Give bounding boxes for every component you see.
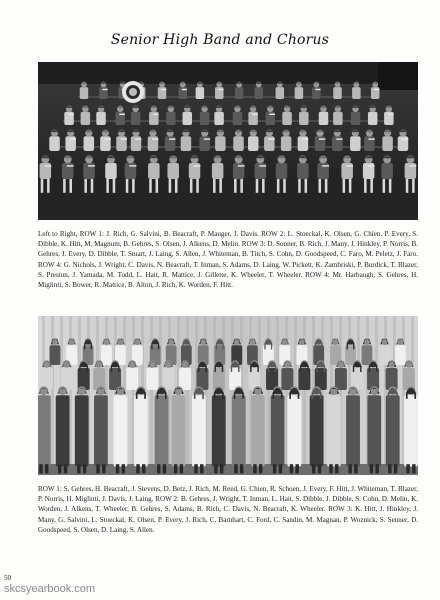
page-title: Senior High Band and Chorus — [110, 32, 330, 48]
band-photo-image — [38, 62, 418, 220]
page-number: 50 — [4, 574, 11, 582]
band-photo — [38, 62, 418, 220]
chorus-caption: ROW 1: S. Gehres, H. Beacraft, J. Stevens, D. Betz, J. Rich, M. Reed, G. Chien, R. Schoen, J. Every, F. Hitt, J. Whiteman, T. Blazer, P. Norris, H. Miglinti, J. Davis, J. Laing. ROW 2: B. Gehres, J. Wright, T. Inman, L. Hait, S. Dibble, J. Dibble, S. Cohn, D. Melin, K. Worden, J. Alkens, T. Wheeler, B. Gehres, S. Adams, B. Rich, C. Davis, N. Beacraft, K. Wheeler. ROW 3: K. Hitt, J. Hinkley, J. Many, G. Salvini, L. Stoeckal, K. Olsen, P. Every, J. Rich, C. Barnhart, C. Ford, C. Sandin, M. Magnan, P. Woznick, S. Senner, D. Goodspeed, S. Olsen, D. Laing, S. Allen. — [38, 485, 418, 534]
band-caption: Left to Right, ROW 1: J. Rich, G. Salvini, B. Beacraft, P. Mauger, J. Davis. ROW 2: L. Stoeckal, K. Olsen, G. Chien, P. Every, S. Dibble, K. Hitt, M. Magnum, B. Gehres, S. Olsen, J. Alkens, D. Melin. ROW 3: D. Sonner, B. Rich, J. Many, J. Hinkley, P. Norris, B. Gehres, J. Every, D. Dibble, T. Stuart, J. Laing, S. Allen, J. Whiteman, B. Titch, S. Cohn, D. Goodspeed, C. Faro, M. Peletz, J. Faro. ROW 4: G. Nichols, J. Wright, C. Davis, N. Beacraft, T. Inman, S. Adams, D. Laing, W. Pickett, K. Zambriski, P. Burdick, T. Blazer, S. Preston, J. Yamada, M. Todd, L. Hait, R. Mattice, J. Gillette, K. Wheeler, T. Wheeler. ROW 4: Mr. Harbaugh, S. Gehres, H. Miglinti, S. Bower, R. Mattice, B. Alton, J. Rich, K. Worden, F. Hitt. — [38, 230, 418, 290]
chorus-photo — [38, 316, 418, 475]
chorus-photo-image — [38, 316, 418, 475]
watermark-text: skcsyearbook.com — [4, 583, 96, 595]
